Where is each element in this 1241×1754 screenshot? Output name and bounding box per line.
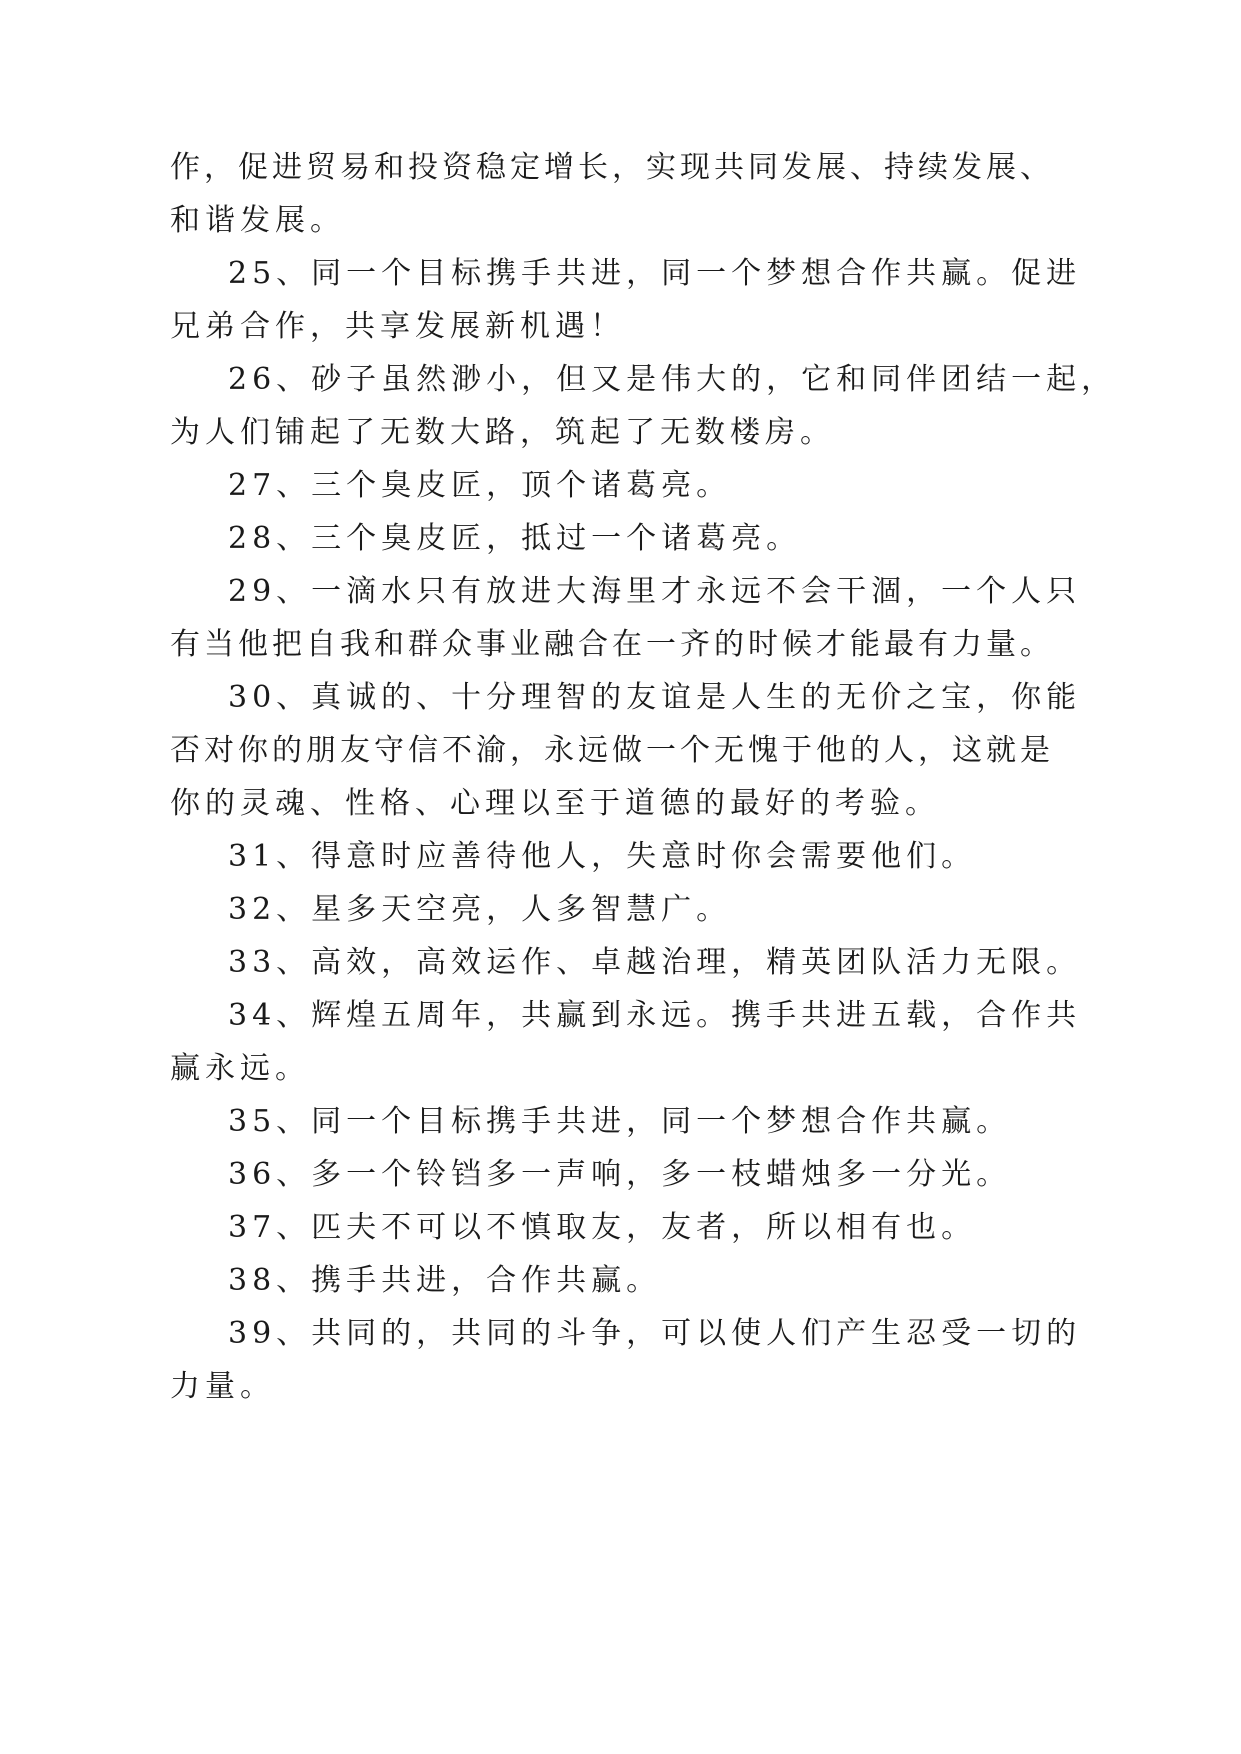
text-line: 和谐发展。	[170, 203, 345, 238]
paragraph-36: 36、多一个铃铛多一声响，多一枝蜡烛多一分光。	[228, 1157, 1012, 1192]
paragraph-35: 35、同一个目标携手共进，同一个梦想合作共赢。	[228, 1104, 1012, 1139]
paragraph-27: 27、三个臭皮匠，顶个诸葛亮。	[228, 468, 732, 503]
paragraph-25-line-2: 兄弟合作，共享发展新机遇！	[170, 309, 625, 344]
paragraph-30-line-3: 你的灵魂、性格、心理以至于道德的最好的考验。	[170, 786, 940, 821]
paragraph-37: 37、匹夫不可以不慎取友，友者，所以相有也。	[228, 1210, 977, 1245]
paragraph-31: 31、得意时应善待他人，失意时你会需要他们。	[228, 839, 977, 874]
paragraph-29-line-1: 29、一滴水只有放进大海里才永远不会干涸，一个人只	[228, 574, 1082, 609]
paragraph-32: 32、星多天空亮，人多智慧广。	[228, 892, 732, 927]
paragraph-25-line-1: 25、同一个目标携手共进，同一个梦想合作共赢。促进	[228, 256, 1082, 291]
paragraph-34-line-2: 赢永远。	[170, 1051, 310, 1086]
paragraph-28: 28、三个臭皮匠，抵过一个诸葛亮。	[228, 521, 802, 556]
paragraph-33: 33、高效，高效运作、卓越治理，精英团队活力无限。	[228, 945, 1082, 980]
text-line: 作，促进贸易和投资稳定增长，实现共同发展、持续发展、	[170, 150, 1054, 185]
paragraph-26-line-1: 26、砂子虽然渺小，但又是伟大的，它和同伴团结一起，	[228, 362, 1117, 397]
paragraph-39-line-1: 39、共同的，共同的斗争，可以使人们产生忍受一切的	[228, 1316, 1082, 1351]
paragraph-26-line-2: 为人们铺起了无数大路，筑起了无数楼房。	[170, 415, 835, 450]
paragraph-38: 38、携手共进，合作共赢。	[228, 1263, 662, 1298]
paragraph-30-line-2: 否对你的朋友守信不渝，永远做一个无愧于他的人，这就是	[170, 733, 1054, 768]
paragraph-30-line-1: 30、真诚的、十分理智的友谊是人生的无价之宝，你能	[228, 680, 1082, 715]
paragraph-39-line-2: 力量。	[170, 1369, 275, 1404]
paragraph-34-line-1: 34、辉煌五周年，共赢到永远。携手共进五载，合作共	[228, 998, 1082, 1033]
paragraph-29-line-2: 有当他把自我和群众事业融合在一齐的时候才能最有力量。	[170, 627, 1054, 662]
